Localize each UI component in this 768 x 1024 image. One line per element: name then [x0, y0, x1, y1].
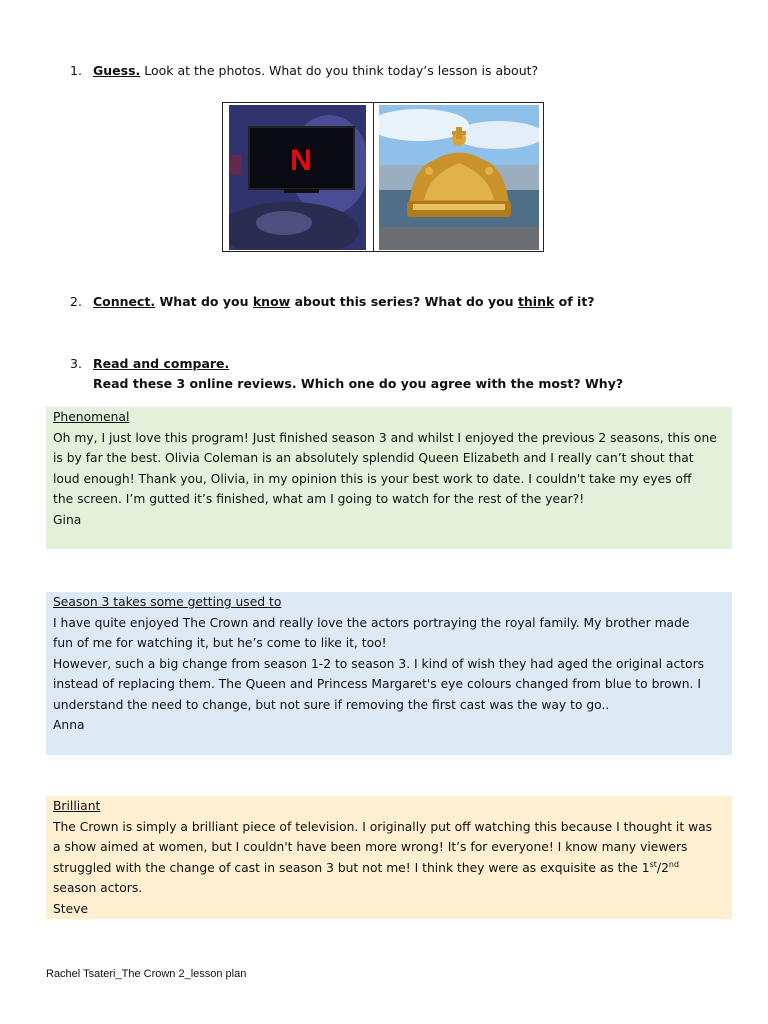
- review-line: a show aimed at women, but I couldn't have been more wrong! It’s for everyone! I know many viewers: [53, 840, 688, 854]
- review-line: fun of me for watching it, but he’s come to like it, too!: [53, 636, 387, 650]
- question-lead: Connect.: [93, 294, 156, 309]
- review-text: struggled with the change of cast in season 3 but not me! I think they were as exquisite as the 1: [53, 860, 650, 875]
- review-line: However, such a big change from season 1-2 to season 3. I kind of wish they had aged the original actors: [53, 656, 705, 671]
- review-line: the screen. I’m gutted it’s finished, what am I going to watch for the rest of the year?!: [53, 492, 585, 506]
- question-text: Read these 3 online reviews. Which one do you agree with the most? Why?: [93, 376, 624, 391]
- review-line: I have quite enjoyed The Crown and really love the actors portraying the royal family. My brother made: [53, 615, 690, 630]
- review-title: Phenomenal: [53, 410, 130, 424]
- question-number: 1.: [70, 63, 82, 78]
- review-author: Anna: [53, 718, 85, 732]
- crown-photo: [379, 105, 539, 250]
- review-title: Season 3 takes some getting used to: [53, 595, 282, 609]
- review-line: is by far the best. Olivia Coleman is an absolutely splendid Queen Elizabeth and I really can’t shout that: [53, 451, 694, 465]
- review-line: Oh my, I just love this program! Just finished season 3 and whilst I enjoyed the previous 2 seasons, this one: [53, 430, 717, 445]
- netflix-logo: N: [290, 144, 312, 177]
- question-number: 3.: [70, 356, 82, 371]
- review-line: The Crown is simply a brilliant piece of television. I originally put off watching this because I thought it was: [53, 819, 713, 834]
- ordinal-suffix: nd: [668, 859, 680, 869]
- question-text: Look at the photos. What do you think today’s lesson is about?: [140, 63, 539, 78]
- question-text: about this series? What do you: [290, 294, 518, 309]
- review-brilliant: [46, 796, 732, 919]
- review-author: Gina: [53, 512, 82, 527]
- page-footer: Rachel Tsateri_The Crown 2_lesson plan: [46, 968, 247, 980]
- question-text: of it?: [554, 294, 595, 309]
- review-title: Brilliant: [53, 799, 101, 813]
- review-line: instead of replacing them. The Queen and Princess Margaret's eye colours changed from blue to brown. I: [53, 677, 701, 691]
- question-lead: Guess.: [93, 63, 141, 78]
- photo-divider: [373, 103, 374, 251]
- review-phenomenal: [46, 407, 732, 549]
- review-line: understand the need to change, but not sure if removing the first cast was the way to go..: [53, 697, 610, 712]
- question-number: 2.: [70, 294, 82, 309]
- ordinal-suffix: st: [649, 859, 657, 869]
- think-word: think: [517, 294, 555, 309]
- question-lead: Read and compare.: [93, 356, 230, 371]
- review-line: loud enough! Thank you, Olivia, in my opinion this is your best work to date. I couldn't take my eyes off: [53, 471, 692, 486]
- question-text: What do you: [155, 294, 253, 309]
- review-author: Steve: [53, 901, 89, 916]
- know-word: know: [252, 294, 291, 309]
- review-line: season actors.: [53, 881, 143, 895]
- tv-netflix-photo: [229, 105, 366, 250]
- review-line: [53, 858, 725, 879]
- photo-frame: [222, 102, 544, 252]
- review-season-3: [46, 592, 732, 755]
- review-text: /2: [656, 860, 669, 875]
